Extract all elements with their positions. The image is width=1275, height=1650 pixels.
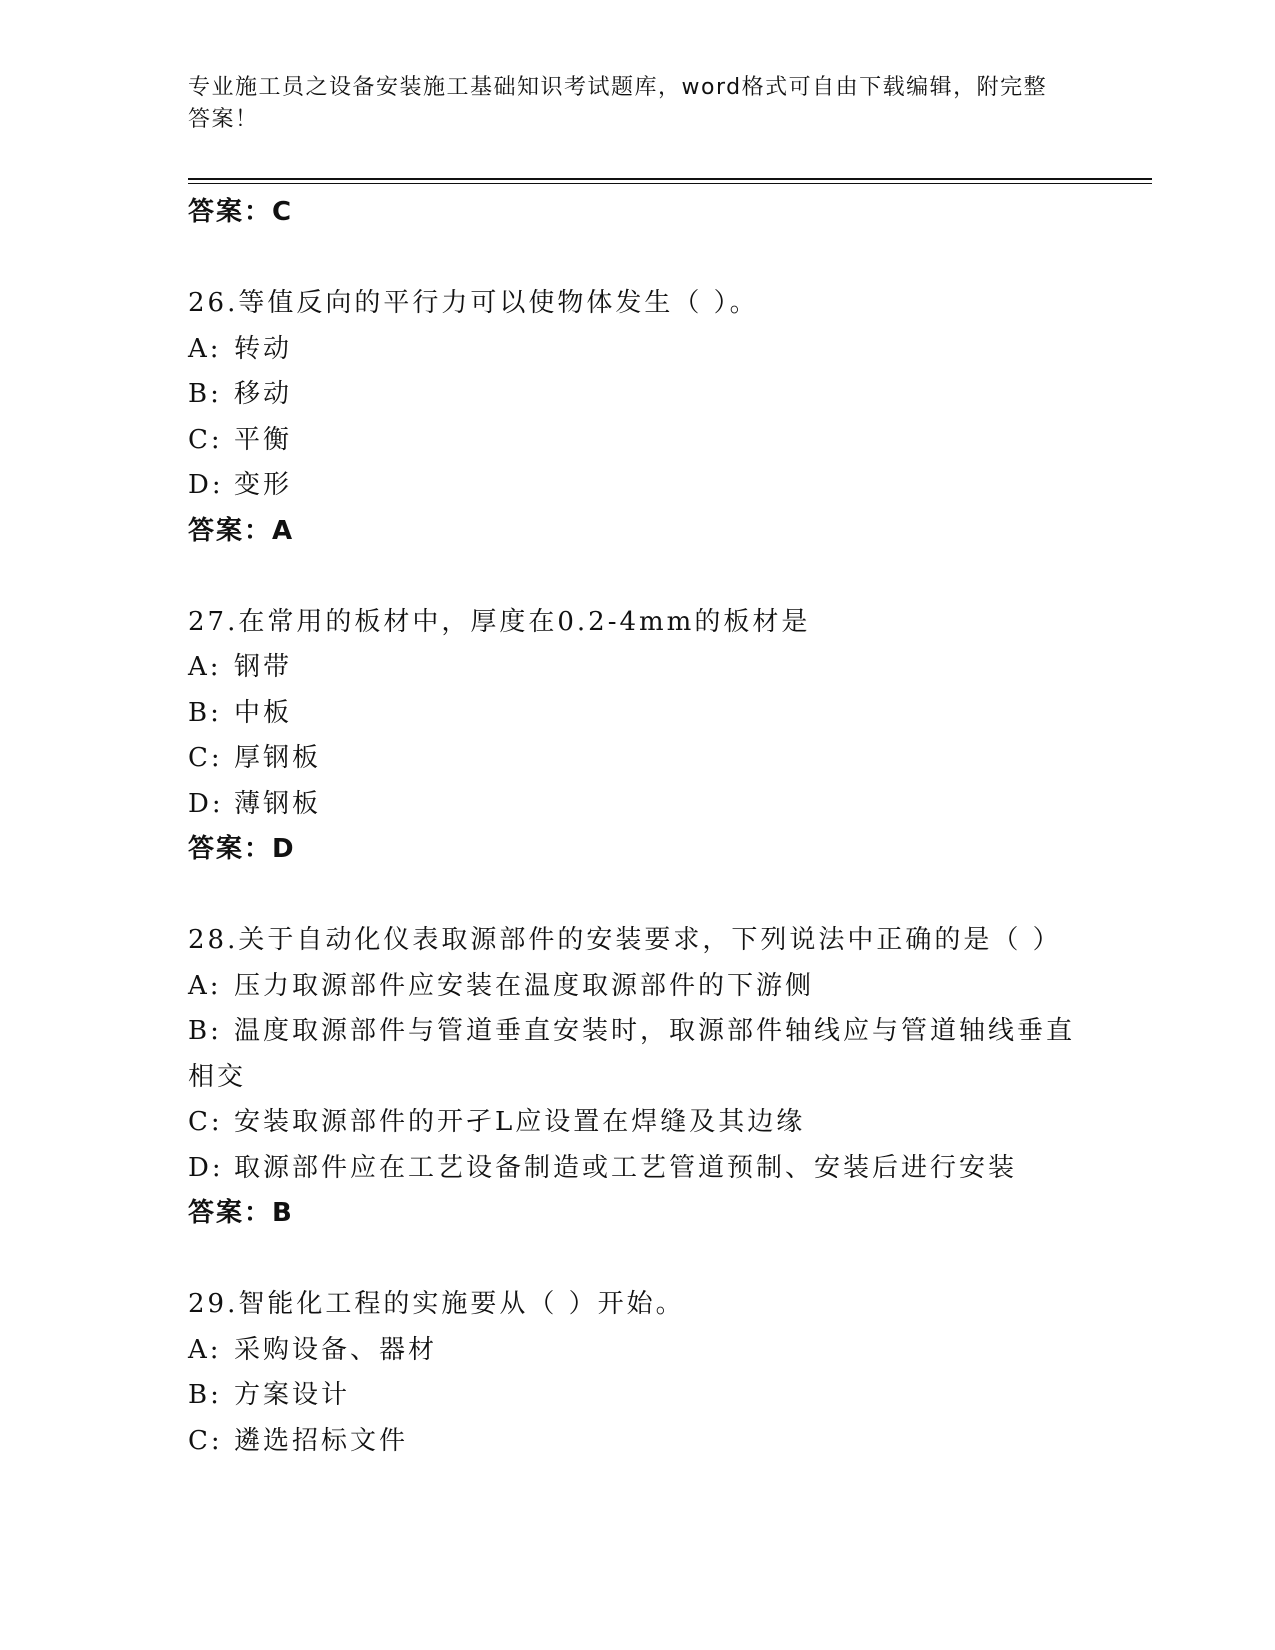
option-a: A: 转动 [188,333,293,364]
answer-line: 答案：D [188,834,296,864]
option-a: A: 钢带 [188,652,293,682]
option-c: C: 平衡 [188,424,293,455]
answer-line: 答案：B [188,1198,294,1228]
question-stem: 29.智能化工程的实施要从（ ）开始。 [188,1289,685,1319]
option-c: C: 安装取源部件的开孑L应设置在焊缝及其边缘 [188,1107,806,1137]
option-b: B: 温度取源部件与管道垂直安装时，取源部件轴线应与管道轴线垂直相交 [188,1016,1076,1092]
option-b: B: 移动 [188,379,293,409]
option-d: D: 变形 [188,470,293,500]
option-a: A: 压力取源部件应安装在温度取源部件的下游侧 [188,970,815,1001]
question-stem: 28.关于自动化仪表取源部件的安装要求，下列说法中正确的是（ ） [188,925,1062,955]
option-d: D: 薄钢板 [188,788,322,819]
header-rule-thick [188,178,1152,180]
question-stem: 26.等值反向的平行力可以使物体发生（ ）。 [188,288,759,318]
option-a: A: 采购设备、器材 [188,1334,438,1365]
option-b: B: 方案设计 [188,1380,351,1410]
option-d: D: 取源部件应在工艺设备制造或工艺管道预制、安装后进行安装 [188,1152,1018,1183]
option-c: C: 厚钢板 [188,743,322,773]
option-c: C: 遴选招标文件 [188,1425,409,1456]
question-stem: 27.在常用的板材中，厚度在0.2-4mm的板材是 [188,606,811,637]
question-list [188,190,1088,1464]
option-b: B: 中板 [188,697,293,728]
answer-line: 答案：C [188,197,294,227]
header-rule-thin [188,183,1152,184]
document-header: 专业施工员之设备安装施工基础知识考试题库，word格式可自由下载编辑，附完整答案！ [188,75,1048,132]
answer-line: 答案：A [188,515,295,546]
